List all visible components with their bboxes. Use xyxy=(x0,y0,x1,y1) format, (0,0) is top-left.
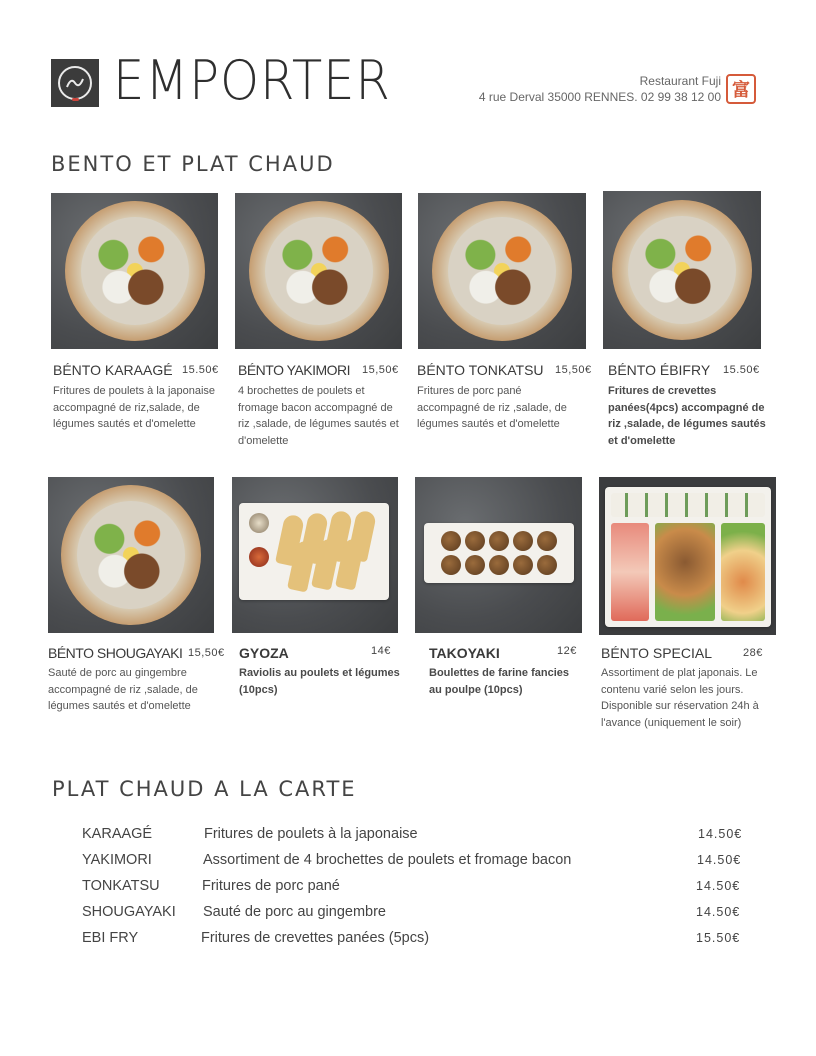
menu-row-name: TONKATSU xyxy=(82,878,160,894)
item-price-shougayaki: 15,50€ xyxy=(188,647,225,659)
item-name-karaage: BÉNTO KARAAGÉ xyxy=(53,362,173,378)
item-name-ebifry: BÉNTO ÉBIFRY xyxy=(608,362,711,378)
item-name-shougayaki: BÉNTO SHOUGAYAKI xyxy=(48,645,183,661)
item-name-yakimori: BÉNTO YAKIMORI xyxy=(238,362,351,378)
item-desc-special: Assortiment de plat japonais. Le contenu varié selon les jours. Disponible sur réservation 24h à l'avance (uniquement le soir) xyxy=(601,667,759,729)
menu-row-desc: Fritures de poulets à la japonaise xyxy=(204,826,418,842)
menu-row-price: 14.50€ xyxy=(696,879,741,893)
item-price-ebifry: 15.50€ xyxy=(723,364,760,376)
photo-bento-ebifry xyxy=(603,191,761,349)
menu-row-name: YAKIMORI xyxy=(82,852,152,868)
item-desc-ebifry: Fritures de crevettes panées(4pcs) accompagné de riz ,salade, de légumes sautés et d'omelette xyxy=(608,385,766,447)
restaurant-logo xyxy=(51,59,99,107)
menu-row-desc: Assortiment de 4 brochettes de poulets et fromage bacon xyxy=(203,852,572,868)
menu-row-name: SHOUGAYAKI xyxy=(82,904,176,920)
menu-row-price: 15.50€ xyxy=(696,931,741,945)
menu-row-name: KARAAGÉ xyxy=(82,826,153,842)
item-name-special: BÉNTO SPECIAL xyxy=(601,645,713,661)
item-desc-yakimori: 4 brochettes de poulets et fromage bacon accompagné de riz ,salade, de légumes sautés et d'omelette xyxy=(238,385,399,447)
item-desc-takoyaki: Boulettes de farine fancies au poulpe (10pcs) xyxy=(429,667,569,696)
item-desc-gyoza: Raviolis au poulets et légumes (10pcs) xyxy=(239,667,400,696)
photo-takoyaki xyxy=(415,477,582,633)
photo-bento-special xyxy=(599,477,776,635)
menu-row-desc: Fritures de porc pané xyxy=(202,878,340,894)
item-name-gyoza: GYOZA xyxy=(239,645,289,661)
photo-bento-tonkatsu xyxy=(418,193,586,349)
item-name-tonkatsu: BÉNTO TONKATSU xyxy=(417,362,544,378)
fuji-logo-icon xyxy=(58,66,92,100)
page-title: EMPORTER xyxy=(113,49,391,112)
restaurant-address: 4 rue Derval 35000 RENNES. 02 99 38 12 00 xyxy=(478,90,721,104)
restaurant-info xyxy=(479,73,721,105)
section-title-carte: PLAT CHAUD A LA CARTE xyxy=(52,777,357,801)
menu-row-desc: Fritures de crevettes panées (5pcs) xyxy=(201,930,430,946)
item-price-karaage: 15.50€ xyxy=(182,364,219,376)
photo-bento-shougayaki xyxy=(48,477,214,633)
item-price-yakimori: 15,50€ xyxy=(362,364,399,376)
restaurant-name: Restaurant Fuji xyxy=(639,74,721,88)
logo-stamp-mark xyxy=(72,98,79,101)
seal-stamp: 富 xyxy=(726,74,756,104)
menu-row-price: 14.50€ xyxy=(698,827,743,841)
item-desc-karaage: Fritures de poulets à la japonaise accompagné de riz,salade, de légumes sautés et d'omelette xyxy=(53,385,216,430)
photo-bento-yakimori xyxy=(235,193,402,349)
menu-row-name: EBI FRY xyxy=(82,930,139,946)
item-desc-tonkatsu: Fritures de porc pané accompagné de riz ,salade, de légumes sautés et d'omelette xyxy=(417,385,567,430)
photo-bento-karaage xyxy=(51,193,218,349)
item-price-tonkatsu: 15,50€ xyxy=(555,364,592,376)
photo-gyoza xyxy=(232,477,398,633)
menu-row-price: 14.50€ xyxy=(696,905,741,919)
item-price-gyoza: 14€ xyxy=(371,645,391,657)
item-desc-shougayaki: Sauté de porc au gingembre accompagné de riz ,salade, de légumes sautés et d'omelette xyxy=(48,667,198,712)
menu-row-desc: Sauté de porc au gingembre xyxy=(203,904,386,920)
section-title-bento: BENTO ET PLAT CHAUD xyxy=(51,152,335,176)
item-price-takoyaki: 12€ xyxy=(557,645,577,657)
menu-row-price: 14.50€ xyxy=(697,853,742,867)
item-name-takoyaki: TAKOYAKI xyxy=(429,645,500,661)
item-price-special: 28€ xyxy=(743,647,763,659)
